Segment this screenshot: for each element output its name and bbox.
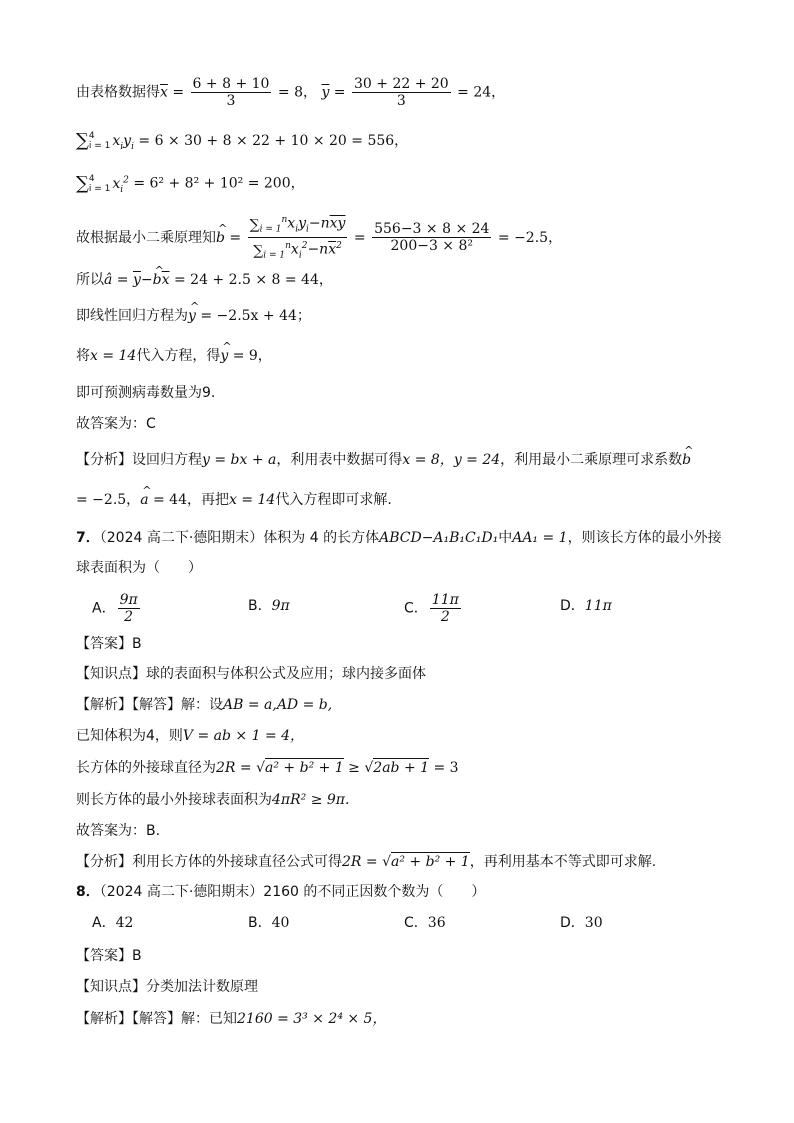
q8-option-c[interactable] bbox=[404, 913, 446, 933]
denominator: 200−3 × 8² bbox=[390, 238, 474, 255]
option-label: B． bbox=[248, 598, 272, 614]
q8-option-d[interactable] bbox=[560, 913, 603, 933]
expression: AA₁ = 1 bbox=[512, 530, 568, 546]
text: 【解析】【解答】解：设 bbox=[76, 697, 223, 713]
option-label: D． bbox=[560, 598, 585, 614]
option-value: 9π bbox=[271, 598, 290, 614]
expression: = 24 + 2.5 × 8 = 44， bbox=[169, 272, 333, 288]
fraction-formula bbox=[248, 212, 348, 264]
expression: = 44 bbox=[148, 492, 187, 508]
expression: x = 8， bbox=[402, 452, 454, 468]
expression: x = 14 bbox=[229, 492, 276, 508]
expression: = −2.5， bbox=[76, 492, 141, 508]
option-label: B． bbox=[248, 915, 272, 931]
option-label: A． bbox=[92, 915, 116, 931]
b-hat: ^ b bbox=[682, 450, 691, 470]
option-label: D． bbox=[560, 915, 585, 931]
option-a[interactable] bbox=[92, 592, 142, 625]
expression: 2R = bbox=[342, 854, 383, 870]
expression: = 3 bbox=[429, 760, 459, 776]
q8-option-b[interactable] bbox=[248, 913, 289, 933]
sum-symbol: ∑ bbox=[76, 172, 89, 194]
text: ，再利用基本不等式即可求解. bbox=[469, 854, 657, 870]
line-analysis-1 bbox=[76, 450, 691, 470]
text: 代入方程，得 bbox=[136, 348, 221, 364]
expression: y = bx + a bbox=[202, 452, 277, 468]
line-substitute bbox=[76, 346, 272, 366]
a-hat: ^ a bbox=[140, 490, 148, 510]
denominator: 2 bbox=[124, 609, 134, 625]
text: 【分析】利用长方体的外接球直径公式可得 bbox=[76, 854, 342, 870]
line-prediction: 即可预测病毒数量为9. bbox=[76, 385, 216, 401]
expression: 2160 = 3³ × 2⁴ × 5， bbox=[237, 1011, 387, 1027]
expression: ABCD−A₁B₁C₁D₁ bbox=[379, 530, 499, 546]
question-source: （2024 高二下·德阳期末） bbox=[99, 530, 264, 546]
numerator: 6 + 8 + 10 bbox=[192, 76, 270, 92]
x-bar: $\overline{x}$ bbox=[160, 84, 168, 101]
expression: = 6² + 8² + 10² = 200， bbox=[133, 175, 305, 192]
denominator: 3 bbox=[396, 93, 406, 109]
line-sum-x2 bbox=[76, 170, 305, 199]
expression: = 9， bbox=[228, 348, 272, 364]
line-sum-xy bbox=[76, 130, 408, 157]
q7-step1 bbox=[76, 726, 304, 746]
line-average-values: 由表格数据得$\overline{x}$ = $\frac{6 + 8 + 10}{3}$ = 8， $\overline{y}$ = $\frac{30 + 22 + 20}{3}$ = 24， bbox=[76, 76, 506, 109]
option-value: 40 bbox=[271, 915, 290, 931]
question-source: （2024 高二下·德阳期末） bbox=[99, 884, 264, 900]
text: 将 bbox=[76, 348, 90, 364]
sum-limits: 4 i = 1 bbox=[88, 173, 111, 194]
text: 2160 的不同正因数个数为（ ） bbox=[263, 884, 486, 900]
text: 故根据最小二乘原理知 bbox=[76, 229, 216, 246]
option-label: C． bbox=[404, 915, 428, 931]
a-hat: â bbox=[104, 272, 113, 288]
numerator: 30 + 22 + 20 bbox=[354, 76, 449, 92]
sum-symbol: ∑ bbox=[76, 130, 89, 151]
text: 则长方体的最小外接球表面积为 bbox=[76, 792, 272, 808]
question-number: 7． bbox=[76, 530, 100, 546]
text: 【分析】设回归方程 bbox=[76, 452, 202, 468]
sqrt-expression: a² + b² + 1 bbox=[265, 760, 344, 776]
numerator: 11π bbox=[431, 592, 459, 608]
text: 所以 bbox=[76, 272, 104, 288]
option-c[interactable] bbox=[404, 592, 463, 625]
denominator: 3 bbox=[226, 93, 236, 109]
expression: x = 14 bbox=[90, 348, 137, 364]
numerator: 556−3 × 8 × 24 bbox=[374, 221, 490, 238]
q7-analysis bbox=[76, 695, 332, 715]
q7-final: 故答案为：B. bbox=[76, 823, 161, 839]
q7-answer: 【答案】B bbox=[76, 636, 142, 652]
option-value: 42 bbox=[115, 915, 134, 931]
expression: y = 24 bbox=[453, 452, 501, 468]
sqrt-expression: 2ab + 1 bbox=[373, 760, 430, 776]
q8-answer: 【答案】B bbox=[76, 948, 142, 964]
q8-option-a[interactable] bbox=[92, 913, 133, 933]
numerator: $\sum_{i = 1}^nx_iy_i-n\overline{xy}$ bbox=[248, 212, 348, 238]
denominator: 2 bbox=[440, 609, 450, 625]
q7-note: 【分析】利用长方体的外接球直径公式可得2R = √a² + b² + 1，再利用基本不等式即可求解. bbox=[76, 854, 657, 870]
line-intercept: 所以â = $\overline{y}-\^{}$ $b\overline{x} = 24 + 2.5 \times 8 = 44$， bbox=[76, 270, 333, 290]
text: 即线性回归方程为 bbox=[76, 308, 188, 324]
line-analysis-2 bbox=[76, 490, 392, 510]
option-label: A． bbox=[92, 600, 116, 617]
text: ，再把 bbox=[187, 492, 229, 508]
y-hat: ^ y bbox=[188, 306, 196, 326]
question-7-stem bbox=[76, 528, 722, 548]
operator: ≥ bbox=[343, 760, 365, 776]
q7-step2: 长方体的外接球直径为2R = √a² + b² + 1 ≥ √2ab + 1 = 3 bbox=[76, 760, 459, 776]
sqrt-expression: a² + b² + 1 bbox=[391, 854, 470, 870]
denominator: $\sum_{i = 1}^nx_i^2-n\overline{x}^2$ bbox=[253, 241, 342, 261]
text: 代入方程即可求解. bbox=[275, 492, 392, 508]
fraction-values bbox=[372, 221, 491, 254]
expression: = 6 × 30 + 8 × 22 + 10 × 20 = 556， bbox=[138, 133, 409, 149]
term: $x_i^2$ bbox=[112, 175, 129, 195]
text: ，利用最小二乘原理可求系数 bbox=[500, 452, 683, 468]
option-d[interactable] bbox=[560, 596, 612, 616]
value: = 8， bbox=[273, 84, 317, 101]
b-hat: ^ b bbox=[216, 228, 225, 248]
question-8-stem bbox=[76, 882, 485, 902]
question-number: 8． bbox=[76, 884, 100, 900]
expression: V = ab × 1 = 4， bbox=[182, 728, 305, 744]
text: 已知体积为4，则 bbox=[76, 728, 183, 744]
expression: 2R = bbox=[216, 760, 257, 776]
y-bar: $\overline{y}$ bbox=[321, 84, 330, 101]
option-value bbox=[118, 592, 140, 625]
value: = 24， bbox=[452, 84, 506, 101]
text: 【解析】【解答】解：已知 bbox=[76, 1011, 237, 1027]
term: $x_iy_i$ bbox=[112, 133, 134, 152]
value: = −2.5， bbox=[493, 229, 563, 246]
option-b[interactable] bbox=[248, 596, 290, 616]
option-value: 11π bbox=[584, 598, 612, 614]
expression: 4πR² ≥ 9π. bbox=[272, 792, 350, 808]
question-7-stem-line2: 球表面积为（ ） bbox=[76, 560, 202, 576]
y-hat: ^ y bbox=[220, 346, 228, 366]
option-value bbox=[430, 592, 461, 625]
q8-analysis bbox=[76, 1009, 386, 1029]
line-least-squares: 故根据最小二乘原理知^ b = $\frac{\sum_{i = 1}^nx_iy_i-n\overline{xy}}{\sum_{i = 1}^nx_i^2-n\overline{x}^2}$ = $\frac{556-3 \times 8 \times 24}{\text{200−3 × 8²}}$ = −2.5， bbox=[76, 212, 562, 264]
expression: AB = a,AD = b, bbox=[223, 697, 333, 713]
text: 由表格数据得 bbox=[76, 84, 160, 101]
expression: = −2.5x + 44； bbox=[195, 308, 311, 324]
q8-knowledge: 【知识点】分类加法计数原理 bbox=[76, 979, 258, 995]
text: 长方体的外接球直径为 bbox=[76, 760, 216, 776]
sum-limits: 4 i = 1 bbox=[88, 131, 111, 151]
option-value: 36 bbox=[427, 915, 446, 931]
fraction-avg-y bbox=[352, 76, 451, 109]
q7-step3 bbox=[76, 790, 349, 810]
option-label: C． bbox=[404, 600, 428, 617]
text: ，利用表中数据可得 bbox=[276, 452, 403, 468]
fraction-avg-x bbox=[191, 76, 272, 109]
text: 体积为 4 的长方体 bbox=[263, 530, 380, 546]
text: ，则该长方体的最小外接 bbox=[567, 530, 722, 546]
numerator: 9π bbox=[119, 592, 138, 608]
option-value: 30 bbox=[584, 915, 603, 931]
q7-knowledge: 【知识点】球的表面积与体积公式及应用；球内接多面体 bbox=[76, 666, 426, 682]
text: 中 bbox=[498, 530, 513, 546]
line-regression bbox=[76, 306, 311, 326]
line-answer-c: 故答案为：C bbox=[76, 416, 156, 432]
